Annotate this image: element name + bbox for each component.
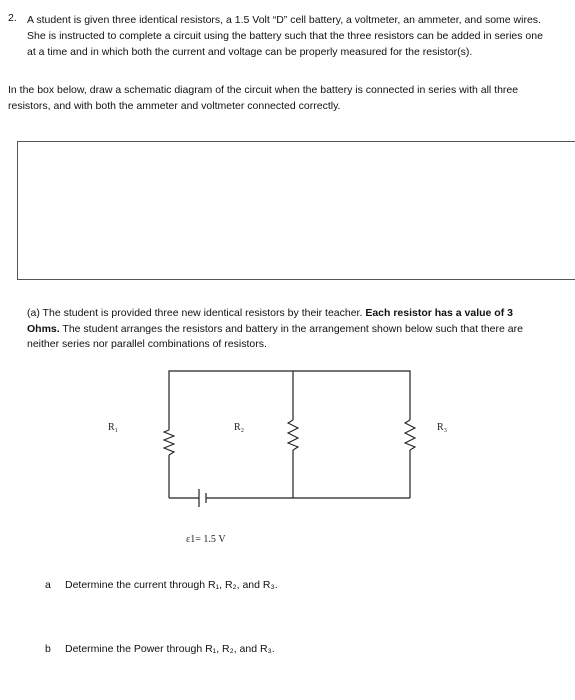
r1-label: R₁	[108, 422, 119, 433]
question-number: 2.	[8, 12, 17, 24]
part-a-tail: The student arranges the resistors and battery in the arrangement shown below such that there are neither series nor parallel combinations of resistors.	[27, 322, 523, 350]
emf-label: ε1= 1.5 V	[186, 534, 226, 545]
subquestion-b-text: Determine the Power through R₁, R₂, and R₃.	[65, 643, 275, 655]
question-instruction: In the box below, draw a schematic diagram of the circuit when the battery is connected in series with all three resistors, and with both the ammeter and voltmeter connected correctly.	[8, 84, 519, 112]
part-a-bold: Each resistor has a value of 3 Ohms.	[27, 307, 513, 335]
resistor-r2	[288, 420, 298, 450]
subquestion-b-letter: b	[45, 643, 51, 655]
part-a-lead: (a) The student is provided three new identical resistors by their teacher.	[27, 307, 366, 319]
question-intro: A student is given three identical resistors, a 1.5 Volt “D” cell battery, a voltmeter, an ammeter, and some wires. She is instructed to complete a circuit using the battery such that the three resistors can be added in series one at a time and in which both the current and voltage can be properly measured for the resistor(s).	[27, 14, 543, 58]
r3-label: R₃	[437, 422, 448, 433]
subquestion-a-letter: a	[45, 579, 51, 591]
resistor-r3	[405, 420, 415, 450]
r2-label: R₂	[234, 422, 245, 433]
circuit-wires	[169, 371, 410, 498]
subquestion-a-text: Determine the current through R₁, R₂, and R₃.	[65, 579, 278, 591]
resistor-r1	[164, 430, 174, 455]
battery-symbol	[199, 489, 206, 507]
